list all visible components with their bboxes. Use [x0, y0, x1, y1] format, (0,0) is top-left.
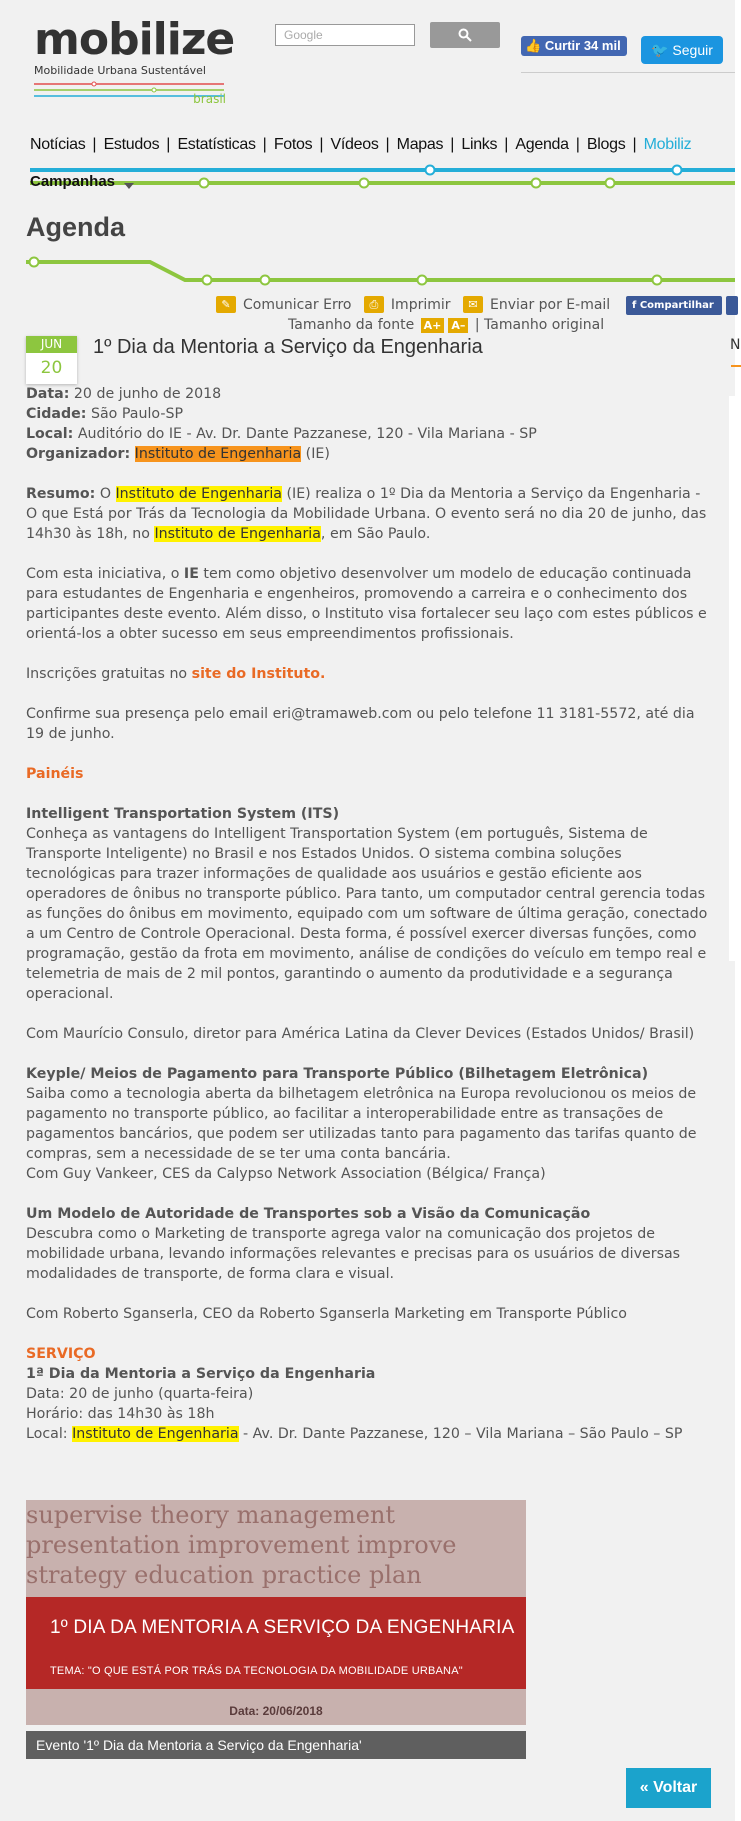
sidebar-heading-fragment: N [730, 337, 741, 353]
nav-item-mapas[interactable]: Mapas [396, 136, 444, 153]
detail-date: Data: 20 de junho de 2018 [26, 386, 222, 402]
logo-tagline: Mobilidade Urbana Sustentável [34, 64, 206, 77]
panel-title: Intelligent Transportation System (ITS) [26, 806, 340, 822]
confirm-paragraph: Confirme sua presença pelo email eri@tramaweb.com ou pelo telefone 11 3181-5572, até dia 19 de junho. [26, 706, 695, 742]
chevron-down-icon [124, 183, 134, 189]
print-label: Imprimir [390, 296, 451, 313]
detail-city: Cidade: São Paulo-SP [26, 406, 184, 422]
service-date: Data: 20 de junho (quarta-feira) [26, 1386, 254, 1402]
font-reset-link[interactable]: Tamanho original [484, 317, 605, 333]
summary-paragraph: Resumo: O Instituto de Engenharia (IE) realiza o 1º Dia da Mentoria a Serviço da Engenharia - O que Está por Trás da Tecnologia da Mobilidade Urbana. O evento será no dia 20 de junho, das 14h30 às 18h, no Instituto de Engenharia, em São Paulo. [26, 486, 707, 542]
like-label: Curtir [544, 38, 581, 53]
nav-separator: | [166, 136, 171, 153]
twitter-bird-icon: 🐦 [651, 42, 669, 58]
printer-icon: ⎙ [364, 296, 384, 313]
email-label: Enviar por E-mail [489, 296, 611, 313]
font-size-label: Tamanho da fonte [288, 317, 415, 333]
panel-its: Intelligent Transportation System (ITS) Conheça as vantagens do Intelligent Transportation System (em português, Sistema de Transporte Inteligente) no Brasil e nos Estados Unidos. O sistema combina soluções tecnológicas para trazer informações de qualidade aos usuários e gestão eficiente aos operadores de ônibus no transporte público. Para tanto, um computador central gerencia todas as funções do ônibus em movimento, equipado com um software de última geração, conectado a um Centro de Controle Operacional. Desta forma, é possível exercer diversas funções, como programação, gestão da frota em movimento, análise de condições do veículo em tempo real e telemetria de mais de 2 mil pontos, garantindo o aumento da produtividade e a segurança operacional. [26, 806, 708, 1002]
nav-metro-lines [0, 0, 735, 300]
service-heading: SERVIÇO [26, 1346, 96, 1362]
report-label: Comunicar Erro [243, 296, 352, 313]
event-title: 1º Dia da Mentoria a Serviço da Engenharia [93, 336, 483, 358]
nav-item-estatisticas[interactable]: Estatísticas [177, 136, 256, 153]
service-local: Local: Instituto de Engenharia - Av. Dr. Dante Pazzanese, 120 – Vila Mariana – São Paulo – SP [26, 1426, 683, 1442]
signup-paragraph: Inscrições gratuitas no site do Instituto. [26, 666, 326, 682]
initiative-paragraph: Com esta iniciativa, o IE tem como objetivo desenvolver um modelo de educação continuada para estudantes de Engenharia e engenheiros, promovendo a carreira e o conhecimento dos participantes deste evento. Além disso, o Instituto visa fortalecer seu laço com estes públicos e orientá-los a obter sucesso em seus empreendimentos profissionais. [26, 566, 707, 642]
thumbs-up-icon: 👍 [525, 38, 542, 53]
share-label: Compartilhar [639, 300, 714, 311]
detail-organizer: Organizador: Instituto de Engenharia (IE) [26, 446, 330, 462]
search-input[interactable]: Google [275, 24, 415, 46]
event-day: 20 [40, 358, 63, 378]
nav-separator: | [632, 136, 637, 153]
keyword-highlight[interactable]: Instituto de Engenharia [72, 1426, 239, 1442]
extra-share-button[interactable] [726, 296, 738, 315]
detail-local: Local: Auditório do IE - Av. Dr. Dante Pazzanese, 120 - Vila Mariana - SP [26, 426, 537, 442]
logo-country: brasil [193, 92, 226, 106]
page-title: Agenda [26, 212, 126, 242]
font-size-controls [288, 317, 604, 333]
logo-wordmark: mobilize [34, 14, 235, 65]
nav-separator: | [385, 136, 390, 153]
keyword-highlight[interactable]: Instituto de Engenharia [115, 486, 282, 502]
nav-item-estudos[interactable]: Estudos [103, 136, 160, 153]
panels-heading: Painéis [26, 766, 84, 782]
event-details [26, 384, 711, 464]
sidebar-accent-rule [731, 365, 741, 367]
nav-item-campanhas[interactable]: Campanhas [30, 173, 116, 190]
font-separator: | [474, 317, 480, 333]
event-date-badge [26, 336, 77, 384]
nav-item-mobilize[interactable]: Mobiliz [643, 136, 692, 153]
service-time: Horário: das 14h30 às 18h [26, 1406, 215, 1422]
panel-speaker: Com Roberto Sganserla, CEO da Roberto Sganserla Marketing em Transporte Público [26, 1306, 627, 1322]
panel-speaker: Com Guy Vankeer, CES da Calypso Network Association (Bélgica/ França) [26, 1166, 546, 1182]
banner-subline: TEMA: "O QUE ESTÁ POR TRÁS DA TECNOLOGIA DA MOBILIDADE URBANA" [50, 1665, 463, 1677]
report-error-link[interactable] [216, 296, 351, 313]
nav-separator: | [319, 136, 324, 153]
image-caption: Evento '1º Dia da Mentoria a Serviço da Engenharia' [26, 1731, 526, 1759]
banner-date: Data: 20/06/2018 [229, 1704, 323, 1718]
like-count: 34 mil [583, 38, 621, 53]
event-article [26, 384, 711, 1444]
institute-site-link[interactable]: site do Instituto. [191, 666, 326, 682]
panel-speaker: Com Maurício Consulo, diretor para América Latina da Clever Devices (Estados Unidos/ Brasil) [26, 1026, 695, 1042]
font-decrease-button[interactable]: A– [448, 318, 468, 333]
follow-label: Seguir [672, 42, 713, 58]
banner-headline: 1º DIA DA MENTORIA A SERVIÇO DA ENGENHARIA [50, 1617, 515, 1638]
report-icon: ✎ [216, 296, 236, 313]
nav-item-blogs[interactable]: Blogs [586, 136, 626, 153]
nav-separator: | [262, 136, 267, 153]
nav-item-fotos[interactable]: Fotos [273, 136, 313, 153]
nav-item-links[interactable]: Links [461, 136, 498, 153]
panel-keyple: Keyple/ Meios de Pagamento para Transporte Público (Bilhetagem Eletrônica) Saiba como a tecnologia aberta da bilhetagem eletrônica na Europa revolucionou os meios de pagamento no transporte público, ao facilitar a interoperabilidade entre as transações de pagamentos bancários, que podem ser utilizadas tanto para pagamento das tarifas quanto de compras, sem a necessidade de se ter uma conta bancária. Com Guy Vankeer, CES da Calypso Network Association (Bélgica/ França) [26, 1066, 697, 1182]
nav-item-videos[interactable]: Vídeos [330, 136, 379, 153]
nav-separator: | [575, 136, 580, 153]
service-title: 1ª Dia da Mentoria a Serviço da Engenharia [26, 1366, 376, 1382]
font-increase-button[interactable]: A+ [421, 318, 445, 333]
service-block [26, 1344, 711, 1444]
panel-title: Keyple/ Meios de Pagamento para Transporte Público (Bilhetagem Eletrônica) [26, 1066, 649, 1082]
facebook-icon: f [632, 300, 637, 311]
panel-autoridade: Um Modelo de Autoridade de Transportes sob a Visão da Comunicação Descubra como o Marketing de transporte agrega valor na comunicação dos projetos de mobilidade urbana, levando informações relevantes e precisas para os usuários de diversas modalidades de transporte, de forma clara e visual. [26, 1206, 681, 1282]
envelope-icon: ✉ [463, 296, 483, 313]
article-toolbar [216, 296, 618, 313]
nav-item-agenda[interactable]: Agenda [515, 136, 569, 153]
event-banner-image[interactable] [26, 1500, 526, 1725]
print-link[interactable] [364, 296, 451, 313]
sidebar-panel [729, 396, 739, 961]
nav-item-noticias[interactable]: Notícias [30, 136, 86, 153]
back-button[interactable]: « Voltar [626, 1768, 711, 1808]
panel-title: Um Modelo de Autoridade de Transportes sob a Visão da Comunicação [26, 1206, 591, 1222]
nav-separator: | [92, 136, 97, 153]
banner-word-cloud: supervise theory management presentation improvement improve strategy education practice plan [26, 1501, 457, 1589]
event-month: JUN [26, 336, 77, 353]
organizer-link[interactable]: Instituto de Engenharia [134, 446, 302, 462]
nav-separator: | [504, 136, 509, 153]
facebook-share-button[interactable] [626, 296, 722, 315]
nav-separator: | [450, 136, 455, 153]
email-link[interactable] [463, 296, 610, 313]
keyword-highlight[interactable]: Instituto de Engenharia [154, 526, 321, 542]
